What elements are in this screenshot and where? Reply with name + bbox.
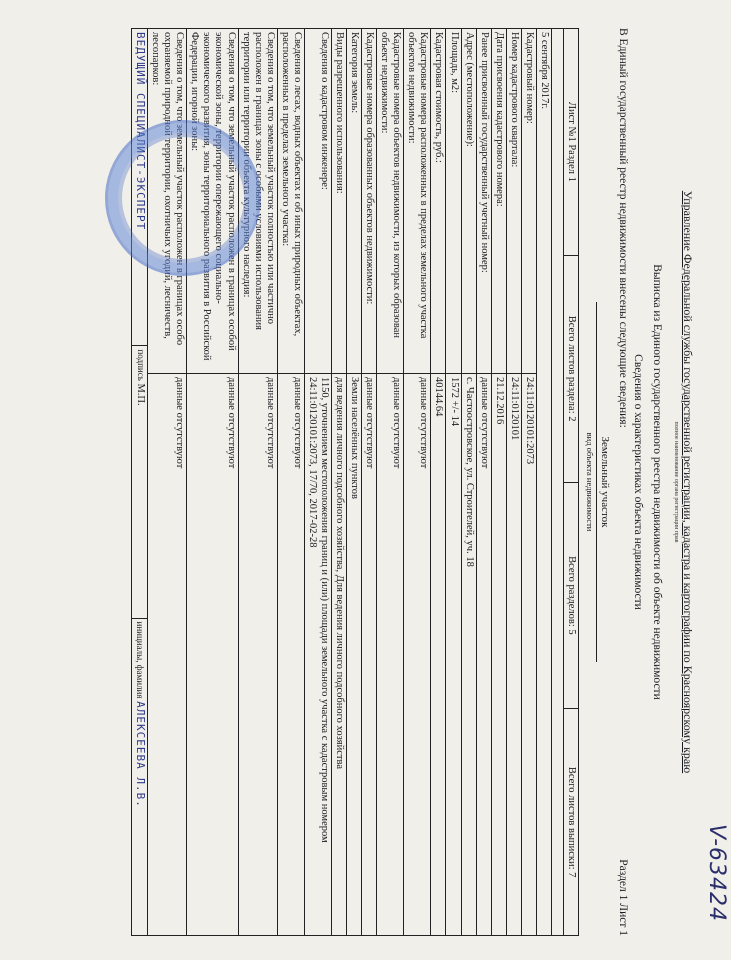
field-label: Площадь, м2:: [446, 29, 461, 374]
field-value: Земли населённых пунктов: [347, 374, 362, 936]
organization-name: Управление Федеральной службы государственной регистрации, кадастра и картографии по Красноярскому краю: [681, 190, 695, 774]
field-value: данные отсутствуют: [476, 374, 491, 936]
registry-table: [536, 28, 579, 936]
blank-row: [551, 29, 563, 936]
field-label: Сведения о лесах, водных объектах и об иных природных объектах, расположенных в пределах земельного участка:: [277, 29, 304, 374]
organization-note: полное наименование органа регистрации прав: [673, 421, 679, 543]
field-value: 24:11:0120101: [506, 374, 521, 936]
field-label: Сведения о кадастровом инженере:: [304, 29, 331, 374]
sheet-number: Лист №1 Раздел 1: [563, 29, 578, 256]
field-label: Кадастровые номера расположенных в пределах земельного участка объектов недвижимости:: [404, 29, 431, 374]
field-label: Кадастровый номер:: [521, 29, 536, 374]
field-value: для ведения личного подсобного хозяйства, Для ведения личного подсобного хозяйства: [332, 374, 347, 936]
field-label: Кадастровая стоимость, руб.:: [431, 29, 446, 374]
field-row: [491, 29, 506, 936]
field-value: 1572 +/- 14: [446, 374, 461, 936]
signature-row: [132, 29, 148, 936]
field-row: [431, 29, 446, 936]
field-row: [332, 29, 347, 936]
field-value: данные отсутствуют: [404, 374, 431, 936]
field-value: данные отсутствуют: [277, 374, 304, 936]
field-label: Виды разрешенного использования:: [332, 29, 347, 374]
field-row: [404, 29, 431, 936]
field-value: 1150, уточнением местоположения границ и (или) площади земельного участка с кадастровым номером 24:11:0120101:2073, 17/70, 2017-02-28: [304, 374, 331, 936]
intro-row: [617, 28, 629, 936]
field-row: [148, 29, 187, 936]
field-row: [461, 29, 476, 936]
field-row: [187, 29, 238, 936]
fields-table: [147, 28, 537, 936]
document-subtitle: Сведения о характеристиках объекта недвижимости: [632, 354, 644, 610]
field-row: [362, 29, 377, 936]
extract-date: 5 сентября 2017г.: [536, 29, 551, 936]
sheet-info-row: [563, 29, 578, 936]
name-label: инициалы, фамилия: [135, 621, 146, 699]
handwritten-note: V-63424: [704, 823, 729, 922]
field-label: Сведения о том, что земельный участок расположен в границах особо охраняемой природной территории, охотничьих угодий, лесничеств, лесопарков:: [148, 29, 187, 374]
field-value: данные отсутствуют: [148, 374, 187, 936]
field-row: [521, 29, 536, 936]
signature-table: [131, 28, 148, 936]
field-value: данные отсутствуют: [362, 374, 377, 936]
field-value: данные отсутствуют: [377, 374, 404, 936]
signer-name: АЛЕКСЕЕВА Л.В.: [134, 701, 148, 808]
section-label: Раздел 1 Лист 1: [617, 859, 629, 936]
sheets-in-section: Всего листов раздела: 2: [563, 255, 578, 482]
field-label: Кадастровые номера объектов недвижимости, из которых образован объект недвижимости:: [377, 29, 404, 374]
field-label: Адрес (местоположение):: [461, 29, 476, 374]
field-row: [277, 29, 304, 936]
field-label: Категория земель:: [347, 29, 362, 374]
field-row: [347, 29, 362, 936]
field-label: Сведения о том, что земельный участок полностью или частично расположен в границах зоны с особыми условиями использования территории или территории объекта культурного наследия:: [238, 29, 277, 374]
field-label: Сведения о том, что земельный участок расположен в границах особой экономической зоны, территории опережающего социально-экономического развития, зоны территориального развития в Российской Федерации, игорной зоны:: [187, 29, 238, 374]
field-row: [377, 29, 404, 936]
field-row: [506, 29, 521, 936]
field-row: [446, 29, 461, 936]
signature-label: подпись: [136, 349, 147, 381]
field-label: Номер кадастрового квартала:: [506, 29, 521, 374]
field-label: Кадастровые номера образованных объектов недвижимости:: [362, 29, 377, 374]
signer-role: ВЕДУЩИЙ СПЕЦИАЛИСТ-ЭКСПЕРТ: [132, 29, 148, 346]
field-value: 40144.64: [431, 374, 446, 936]
sheets-total: Всего листов выписки: 7: [563, 709, 578, 936]
document-title: Выписка из Единого государственного реестра недвижимости об объекте недвижимости: [651, 264, 663, 700]
field-value: данные отсутствуют: [238, 374, 277, 936]
field-row: [238, 29, 277, 936]
field-value: данные отсутствуют: [187, 374, 238, 936]
field-row: [476, 29, 491, 936]
sections-total: Всего разделов: 5: [563, 482, 578, 709]
object-type-note: вид объекта недвижимости: [585, 302, 597, 662]
seal-label: М.П.: [135, 383, 147, 406]
field-label: Ранее присвоенный государственный учетный номер:: [476, 29, 491, 374]
intro-text: В Единый государственный реестр недвижимости внесены следующие сведения:: [617, 28, 629, 428]
field-value: 24:11:0120101:2073: [521, 374, 536, 936]
field-row: [304, 29, 331, 936]
field-label: Дата присвоения кадастрового номера:: [491, 29, 506, 374]
field-value: 21.12.2016: [491, 374, 506, 936]
date-row: [536, 29, 551, 936]
object-type: Земельный участок: [599, 436, 611, 528]
field-value: с. Частоостровское, ул. Строителей, уч. 18: [461, 374, 476, 936]
